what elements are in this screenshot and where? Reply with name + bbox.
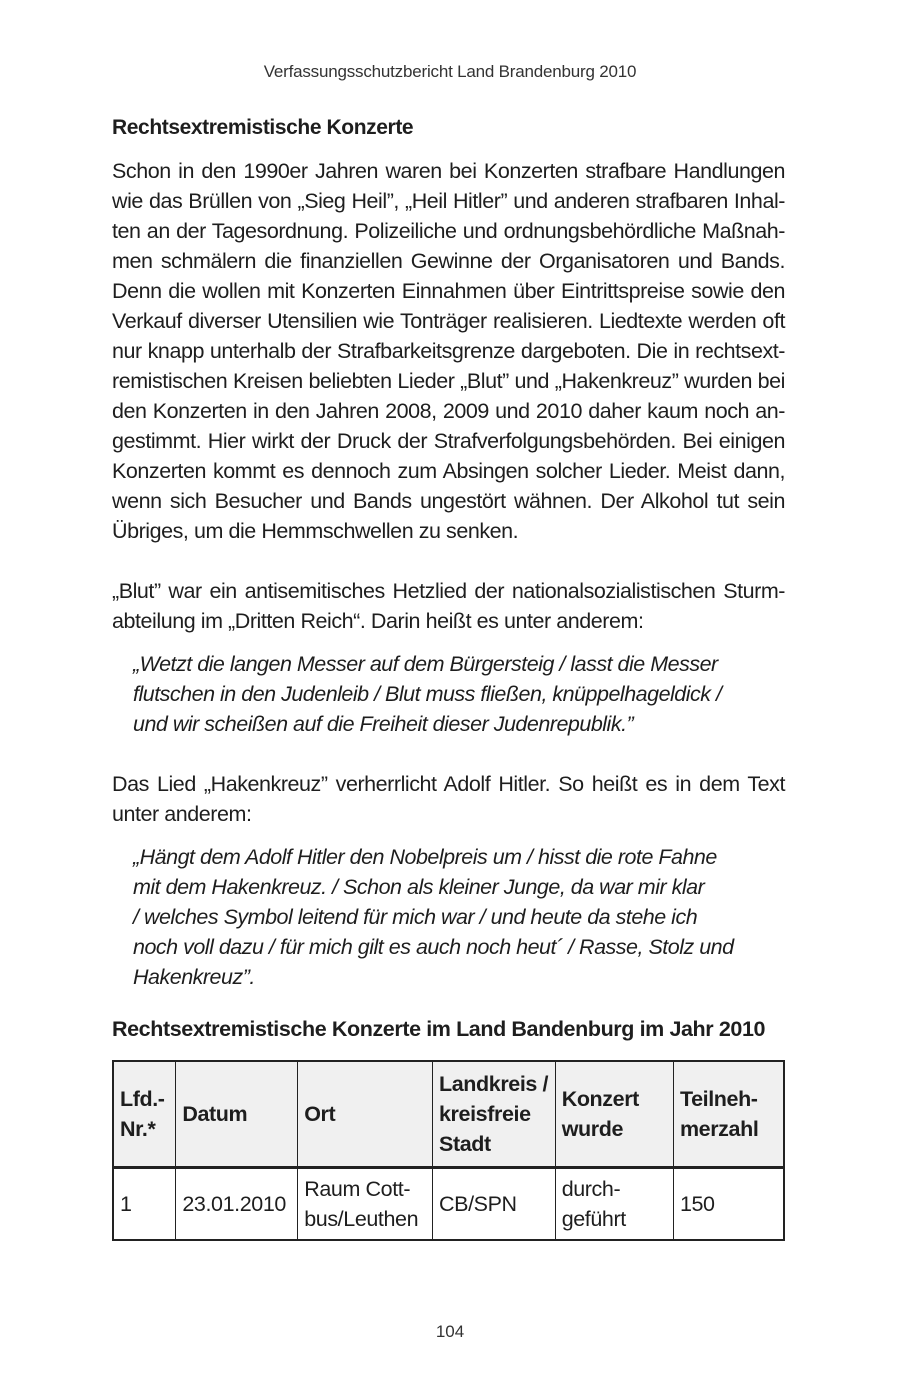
column-header — [298, 1061, 433, 1168]
table-cell — [433, 1168, 556, 1241]
text-line: wie das Brüllen von „Sieg Heil”, „Heil Hitler” und anderen strafbaren Inhal- — [112, 189, 785, 213]
paragraph-3 — [112, 769, 785, 829]
page-number: 104 — [435, 1322, 465, 1341]
cell-text-line: Landkreis / — [439, 1072, 549, 1096]
concerts-table — [112, 1060, 785, 1241]
cell-text-line: Lfd.- — [120, 1087, 165, 1111]
table-header-row — [113, 1061, 784, 1168]
cell-text-line: CB/SPN — [439, 1192, 517, 1216]
cell-text-line: geführt — [561, 1207, 626, 1231]
page-content — [112, 113, 785, 1241]
cell-text-line: 1 — [120, 1192, 132, 1216]
text-line: den Konzerten in den Jahren 2008, 2009 und 2010 daher kaum noch an- — [112, 399, 785, 423]
text-line: gestimmt. Hier wirkt der Druck der Strafverfolgungsbehörden. Bei einigen — [112, 429, 785, 453]
cell-text-line: kreisfreie — [439, 1102, 531, 1126]
quote-hakenkreuz — [133, 842, 785, 992]
text-line: Das Lied „Hakenkreuz” verherrlicht Adolf Hitler. So heißt es in dem Text — [112, 772, 785, 796]
quote-line: Hakenkreuz”. — [133, 965, 255, 989]
quote-line: „Wetzt die langen Messer auf dem Bürgersteig / lasst die Messer — [133, 652, 718, 676]
cell-text-line: Teilneh- — [679, 1087, 758, 1111]
section-title: Rechtsextremistische Konzerte — [112, 116, 414, 139]
cell-text-line: 23.01.2010 — [182, 1192, 286, 1216]
cell-text-line: Ort — [304, 1102, 336, 1126]
table-cell — [176, 1168, 298, 1241]
cell-text-line: Konzert — [561, 1087, 639, 1111]
column-header — [176, 1061, 298, 1168]
quote-line: / welches Symbol leitend für mich war / und heute da stehe ich — [133, 905, 698, 929]
paragraph-1 — [112, 156, 785, 546]
quote-line: mit dem Hakenkreuz. / Schon als kleiner Junge, da war mir klar — [133, 875, 705, 899]
cell-text-line: Raum Cott- — [304, 1177, 411, 1201]
quote-line: flutschen in den Judenleib / Blut muss fließen, knüppelhageldick / — [133, 682, 722, 706]
paragraph-2 — [112, 576, 785, 636]
text-line: men schmälern die finanziellen Gewinne der Organisatoren und Bands. — [112, 249, 785, 273]
table-title: Rechtsextremistische Konzerte im Land Bandenburg im Jahr 2010 — [112, 1017, 766, 1041]
text-line: nur knapp unterhalb der Strafbarkeitsgrenze dargeboten. Die in rechtsext- — [112, 339, 785, 363]
table-cell — [673, 1168, 784, 1241]
text-line: abteilung im „Dritten Reich“. Darin heißt es unter anderem: — [112, 609, 644, 633]
column-header — [113, 1061, 176, 1168]
text-line: wenn sich Besucher und Bands ungestört wähnen. Der Alkohol tut sein — [112, 489, 785, 513]
cell-text-line: Datum — [182, 1102, 248, 1126]
quote-line: „Hängt dem Adolf Hitler den Nobelpreis um / hisst die rote Fahne — [133, 845, 717, 869]
text-line: unter anderem: — [112, 802, 252, 826]
running-header: Verfassungsschutzbericht Land Brandenburg 2010 — [263, 62, 637, 81]
text-line: Übriges, um die Hemmschwellen zu senken. — [112, 519, 519, 543]
text-line: Konzerten kommt es dennoch zum Absingen solcher Lieder. Meist dann, — [112, 459, 785, 483]
text-line: remistischen Kreisen beliebten Lieder „Blut” und „Hakenkreuz” wurden bei — [112, 369, 785, 393]
column-header — [555, 1061, 673, 1168]
quote-line: noch voll dazu / für mich gilt es auch noch heut´ / Rasse, Stolz und — [133, 935, 734, 959]
cell-text-line: Nr.* — [120, 1117, 156, 1141]
text-line: Schon in den 1990er Jahren waren bei Konzerten strafbare Handlungen — [112, 159, 785, 183]
text-line: Verkauf diverser Utensilien wie Tonträger realisieren. Liedtexte werden oft — [112, 309, 785, 333]
table-row — [113, 1168, 784, 1241]
table-cell — [298, 1168, 433, 1241]
cell-text-line: durch- — [561, 1177, 621, 1201]
cell-text-line: 150 — [679, 1192, 715, 1216]
text-line: ten an der Tagesordnung. Polizeiliche und ordnungsbehördliche Maßnah- — [112, 219, 785, 243]
cell-text-line: Stadt — [439, 1132, 491, 1156]
cell-text-line: bus/Leuthen — [304, 1207, 419, 1231]
quote-blut — [133, 649, 785, 739]
text-line: „Blut” war ein antisemitisches Hetzlied der nationalsozialistischen Sturm- — [112, 579, 785, 603]
column-header — [673, 1061, 784, 1168]
cell-text-line: wurde — [561, 1117, 624, 1141]
quote-line: und wir scheißen auf die Freiheit dieser Judenrepublik.” — [133, 712, 634, 736]
table-cell — [113, 1168, 176, 1241]
text-line: Denn die wollen mit Konzerten Einnahmen über Eintrittspreise sowie den — [112, 279, 785, 303]
cell-text-line: merzahl — [679, 1117, 759, 1141]
table-cell — [555, 1168, 673, 1241]
column-header — [433, 1061, 556, 1168]
